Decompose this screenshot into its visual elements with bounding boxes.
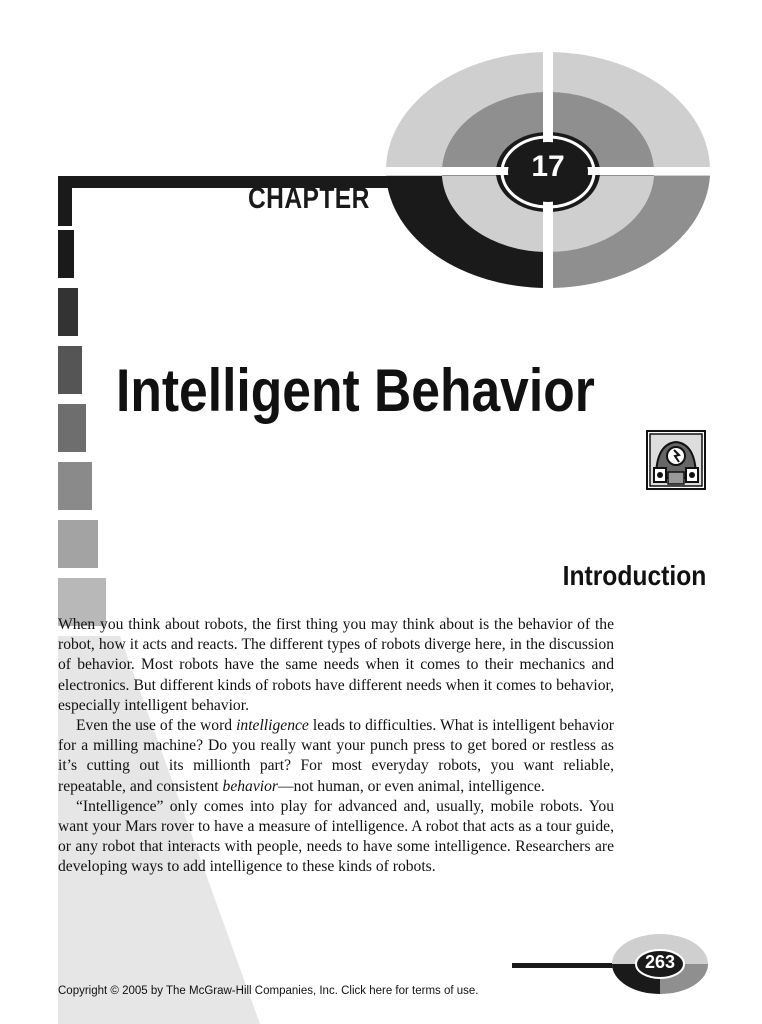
paragraph-2-text-c: —not human, or even animal, intelligence. (277, 777, 545, 795)
paragraph-3: “Intelligence” only comes into play for advanced and, usually, mobile robots. You want your Mars rover to have a measure of intelligence. A robot that acts as a tour guide, or any robot that interacts with people, needs to have some intelligence. Researchers are developing ways to add intelligence to these kinds of robots. (58, 797, 614, 876)
emphasis-behavior: behavior (222, 777, 278, 795)
chapter-number: 17 (531, 150, 565, 183)
section-heading: Introduction (562, 560, 706, 591)
paragraph-2 (58, 716, 614, 797)
robot-head-icon (646, 430, 706, 490)
page-number: 263 (644, 952, 676, 972)
chapter-title: Intelligent Behavior (116, 357, 595, 424)
copyright-notice (58, 985, 479, 997)
emphasis-intelligence: intelligence (236, 717, 309, 735)
chapter-label: CHAPTER (248, 182, 370, 215)
paragraph-2-text-b: leads to difficulties. What is intelligent behavior for a milling machine? Do you really want your punch press to get bored or restless as it’s cutting out its millionth part? For most everyday robots, you want reliable, repeatable, and consistent (58, 717, 614, 795)
paragraph-2-text-a: Even the use of the word (76, 717, 237, 735)
body-text (58, 615, 614, 878)
paragraph-1: When you think about robots, the first thing you may think about is the behavior of the robot, how it acts and reacts. The different types of robots diverge here, in the discussion of behavior. Most robots have the same needs when it comes to their mechanics and electronics. But different kinds of robots have different needs when it comes to behavior, especially intelligent behavior. (58, 616, 614, 714)
terms-of-use-link[interactable]: Click here for terms of use. (341, 985, 479, 997)
copyright-text: Copyright © 2005 by The McGraw-Hill Companies, Inc. (58, 985, 342, 997)
